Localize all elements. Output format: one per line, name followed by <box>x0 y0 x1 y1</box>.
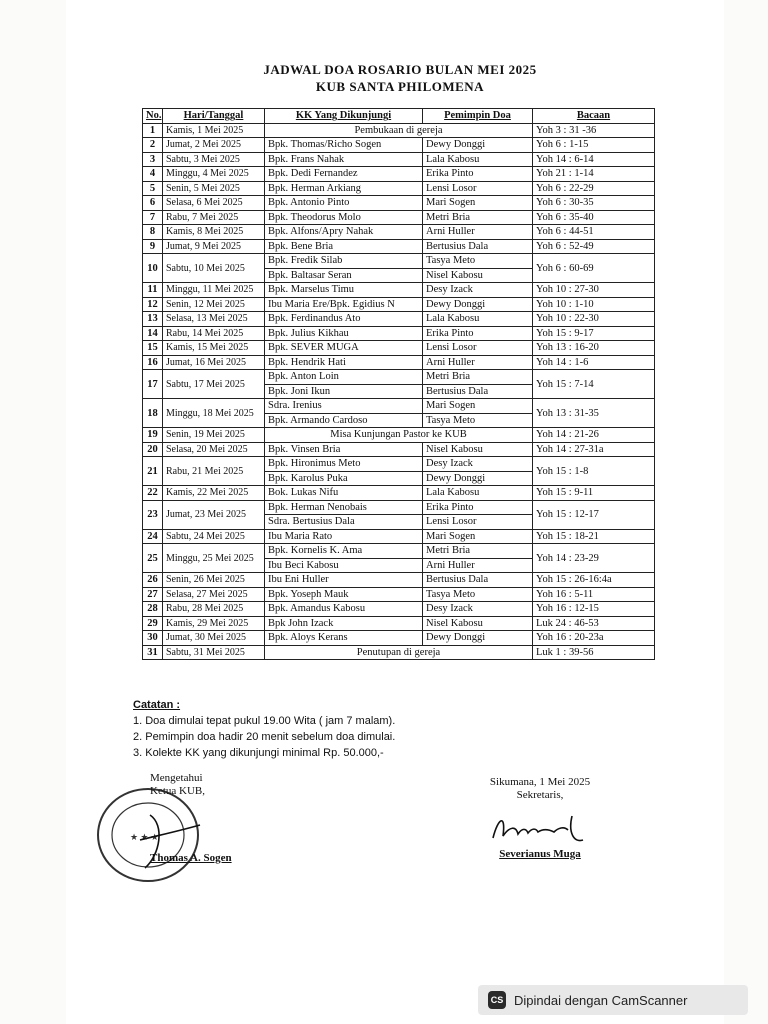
row-date: Sabtu, 3 Mei 2025 <box>163 152 265 167</box>
table-row <box>143 297 655 312</box>
row-date: Rabu, 21 Mei 2025 <box>163 457 265 486</box>
row-family: Bpk. Julius Kikhau <box>265 326 423 341</box>
row-number: 10 <box>143 254 163 283</box>
camscanner-text: Dipindai dengan CamScanner <box>514 992 688 1008</box>
row-date: Sabtu, 17 Mei 2025 <box>163 370 265 399</box>
row-reading: Luk 1 : 39-56 <box>533 645 655 660</box>
notes-heading: Catatan : <box>133 699 181 711</box>
row-date: Rabu, 28 Mei 2025 <box>163 602 265 617</box>
row-family: Bpk. Vinsen Bria <box>265 442 423 457</box>
note-item: 2. Pemimpin doa hadir 20 menit sebelum doa dimulai. <box>133 731 396 743</box>
row-date: Jumat, 30 Mei 2025 <box>163 631 265 646</box>
row-leader: Nisel Kabosu <box>423 268 533 283</box>
table-row <box>143 616 655 631</box>
row-reading: Yoh 14 : 21-26 <box>533 428 655 443</box>
row-date: Kamis, 29 Mei 2025 <box>163 616 265 631</box>
row-date: Sabtu, 31 Mei 2025 <box>163 645 265 660</box>
row-number: 1 <box>143 123 163 138</box>
row-reading: Yoh 15 : 12-17 <box>533 500 655 529</box>
row-reading: Yoh 13 : 16-20 <box>533 341 655 356</box>
row-date: Minggu, 11 Mei 2025 <box>163 283 265 298</box>
row-leader: Bertusius Dala <box>423 239 533 254</box>
table-row <box>143 442 655 457</box>
row-date: Minggu, 18 Mei 2025 <box>163 399 265 428</box>
row-number: 25 <box>143 544 163 573</box>
row-date: Jumat, 2 Mei 2025 <box>163 138 265 153</box>
row-family: Bpk. Karolus Puka <box>265 471 423 486</box>
row-leader: Lala Kabosu <box>423 152 533 167</box>
row-leader: Desy Izack <box>423 602 533 617</box>
row-number: 21 <box>143 457 163 486</box>
row-number: 5 <box>143 181 163 196</box>
table-row <box>143 457 655 472</box>
row-leader: Tasya Meto <box>423 413 533 428</box>
row-number: 11 <box>143 283 163 298</box>
row-leader: Arni Huller <box>423 558 533 573</box>
schedule-body <box>143 123 655 660</box>
table-row <box>143 210 655 225</box>
row-reading: Yoh 15 : 1-8 <box>533 457 655 486</box>
row-reading: Yoh 16 : 12-15 <box>533 602 655 617</box>
sign-left-name: Thomas A. Sogen <box>150 852 232 864</box>
svg-text:★ ★ ★: ★ ★ ★ <box>130 832 159 842</box>
table-row <box>143 123 655 138</box>
row-number: 6 <box>143 196 163 211</box>
row-number: 9 <box>143 239 163 254</box>
header-kk: KK Yang Dikunjungi <box>265 109 423 124</box>
table-row <box>143 239 655 254</box>
table-row <box>143 326 655 341</box>
row-family: Sdra. Bertusius Dala <box>265 515 423 530</box>
row-date: Jumat, 23 Mei 2025 <box>163 500 265 529</box>
row-family: Bpk. Herman Arkiang <box>265 181 423 196</box>
row-family: Bpk. Fredik Silab <box>265 254 423 269</box>
row-leader: Bertusius Dala <box>423 573 533 588</box>
row-number: 26 <box>143 573 163 588</box>
row-reading: Yoh 6 : 52-49 <box>533 239 655 254</box>
row-number: 13 <box>143 312 163 327</box>
table-row <box>143 602 655 617</box>
table-row <box>143 225 655 240</box>
row-leader: Lensi Losor <box>423 181 533 196</box>
table-row <box>143 167 655 182</box>
row-leader: Dewy Donggi <box>423 138 533 153</box>
row-family: Ibu Maria Rato <box>265 529 423 544</box>
table-row <box>143 645 655 660</box>
row-reading: Yoh 21 : 1-14 <box>533 167 655 182</box>
row-family: Bok. Lukas Nifu <box>265 486 423 501</box>
row-reading: Yoh 6 : 30-35 <box>533 196 655 211</box>
row-date: Sabtu, 10 Mei 2025 <box>163 254 265 283</box>
camscanner-watermark <box>478 985 748 1015</box>
row-family: Bpk. Bene Bria <box>265 239 423 254</box>
table-row <box>143 341 655 356</box>
row-leader: Dewy Donggi <box>423 297 533 312</box>
row-date: Jumat, 16 Mei 2025 <box>163 355 265 370</box>
sign-left-line2: Ketua KUB, <box>150 785 205 797</box>
row-family: Bpk. Armando Cardoso <box>265 413 423 428</box>
row-date: Jumat, 9 Mei 2025 <box>163 239 265 254</box>
row-reading: Yoh 15 : 9-11 <box>533 486 655 501</box>
row-number: 29 <box>143 616 163 631</box>
header-leader: Pemimpin Doa <box>423 109 533 124</box>
table-row <box>143 544 655 559</box>
table-row <box>143 138 655 153</box>
row-reading: Yoh 13 : 31-35 <box>533 399 655 428</box>
row-family: Bpk. Herman Nenobais <box>265 500 423 515</box>
row-leader: Tasya Meto <box>423 587 533 602</box>
row-number: 24 <box>143 529 163 544</box>
row-leader: Erika Pinto <box>423 167 533 182</box>
note-item: 1. Doa dimulai tepat pukul 19.00 Wita ( jam 7 malam). <box>133 715 396 727</box>
sign-right-name: Severianus Muga <box>499 848 581 860</box>
notes-section <box>133 697 553 761</box>
row-family: Bpk. Frans Nahak <box>265 152 423 167</box>
camscanner-logo-icon: CS <box>488 991 506 1009</box>
row-date: Selasa, 6 Mei 2025 <box>163 196 265 211</box>
row-number: 31 <box>143 645 163 660</box>
row-number: 27 <box>143 587 163 602</box>
row-number: 23 <box>143 500 163 529</box>
row-reading: Yoh 15 : 18-21 <box>533 529 655 544</box>
row-number: 20 <box>143 442 163 457</box>
row-reading: Yoh 14 : 6-14 <box>533 152 655 167</box>
row-reading: Yoh 14 : 27-31a <box>533 442 655 457</box>
row-leader: Lensi Losor <box>423 341 533 356</box>
row-date: Kamis, 8 Mei 2025 <box>163 225 265 240</box>
row-reading: Yoh 15 : 26-16:4a <box>533 573 655 588</box>
sign-right-line2: Sekretaris, <box>516 789 564 801</box>
schedule-table <box>142 108 655 660</box>
table-row <box>143 500 655 515</box>
row-leader: Desy Izack <box>423 283 533 298</box>
row-number: 16 <box>143 355 163 370</box>
row-reading: Yoh 14 : 1-6 <box>533 355 655 370</box>
row-event: Misa Kunjungan Pastor ke KUB <box>265 428 533 443</box>
row-reading: Yoh 16 : 20-23a <box>533 631 655 646</box>
row-reading: Yoh 14 : 23-29 <box>533 544 655 573</box>
row-number: 2 <box>143 138 163 153</box>
row-family: Bpk. Joni Ikun <box>265 384 423 399</box>
row-reading: Yoh 6 : 35-40 <box>533 210 655 225</box>
row-date: Senin, 12 Mei 2025 <box>163 297 265 312</box>
header-no: No. <box>143 109 163 124</box>
row-leader: Dewy Donggi <box>423 631 533 646</box>
row-date: Selasa, 27 Mei 2025 <box>163 587 265 602</box>
row-reading: Yoh 6 : 22-29 <box>533 181 655 196</box>
row-number: 14 <box>143 326 163 341</box>
table-row <box>143 355 655 370</box>
table-header-row <box>143 109 655 124</box>
document-subtitle: KUB SANTA PHILOMENA <box>315 79 485 94</box>
row-reading: Yoh 6 : 1-15 <box>533 138 655 153</box>
row-number: 17 <box>143 370 163 399</box>
row-family: Bpk. Dedi Fernandez <box>265 167 423 182</box>
row-family: Bpk. Theodorus Molo <box>265 210 423 225</box>
table-row <box>143 587 655 602</box>
row-date: Selasa, 20 Mei 2025 <box>163 442 265 457</box>
row-family: Bpk. Aloys Kerans <box>265 631 423 646</box>
row-number: 28 <box>143 602 163 617</box>
row-leader: Arni Huller <box>423 355 533 370</box>
handwritten-signature-icon <box>488 808 598 853</box>
sign-left-line1: Mengetahui <box>150 772 203 784</box>
row-reading: Yoh 10 : 22-30 <box>533 312 655 327</box>
table-row <box>143 196 655 211</box>
table-row <box>143 428 655 443</box>
row-reading: Yoh 16 : 5-11 <box>533 587 655 602</box>
row-leader: Erika Pinto <box>423 500 533 515</box>
row-reading: Yoh 10 : 27-30 <box>533 283 655 298</box>
row-date: Rabu, 14 Mei 2025 <box>163 326 265 341</box>
row-family: Bpk. Hendrik Hati <box>265 355 423 370</box>
row-leader: Erika Pinto <box>423 326 533 341</box>
row-reading: Yoh 6 : 60-69 <box>533 254 655 283</box>
row-reading: Luk 24 : 46-53 <box>533 616 655 631</box>
row-date: Minggu, 25 Mei 2025 <box>163 544 265 573</box>
document-title: JADWAL DOA ROSARIO BULAN MEI 2025 <box>263 62 537 77</box>
row-leader: Tasya Meto <box>423 254 533 269</box>
row-leader: Lala Kabosu <box>423 312 533 327</box>
row-number: 15 <box>143 341 163 356</box>
row-event: Pembukaan di gereja <box>265 123 533 138</box>
row-event: Penutupan di gereja <box>265 645 533 660</box>
sign-right-line1: Sikumana, 1 Mei 2025 <box>489 776 591 788</box>
row-leader: Nisel Kabosu <box>423 616 533 631</box>
row-leader: Nisel Kabosu <box>423 442 533 457</box>
table-row <box>143 283 655 298</box>
row-number: 12 <box>143 297 163 312</box>
row-date: Sabtu, 24 Mei 2025 <box>163 529 265 544</box>
row-leader: Metri Bria <box>423 210 533 225</box>
row-family: Bpk. Kornelis K. Ama <box>265 544 423 559</box>
row-leader: Metri Bria <box>423 544 533 559</box>
table-row <box>143 152 655 167</box>
table-row <box>143 181 655 196</box>
row-reading: Yoh 10 : 1-10 <box>533 297 655 312</box>
row-family: Bpk. Antonio Pinto <box>265 196 423 211</box>
table-row <box>143 254 655 269</box>
row-family: Bpk. Yoseph Mauk <box>265 587 423 602</box>
row-family: Ibu Maria Ere/Bpk. Egidius N <box>265 297 423 312</box>
table-row <box>143 399 655 414</box>
row-leader: Mari Sogen <box>423 529 533 544</box>
row-family: Bpk. Anton Loin <box>265 370 423 385</box>
row-leader: Arni Huller <box>423 225 533 240</box>
row-leader: Mari Sogen <box>423 399 533 414</box>
table-row <box>143 529 655 544</box>
row-date: Kamis, 1 Mei 2025 <box>163 123 265 138</box>
row-date: Kamis, 15 Mei 2025 <box>163 341 265 356</box>
row-family: Bpk. Amandus Kabosu <box>265 602 423 617</box>
row-leader: Mari Sogen <box>423 196 533 211</box>
table-row <box>143 631 655 646</box>
header-date: Hari/Tanggal <box>163 109 265 124</box>
row-number: 30 <box>143 631 163 646</box>
row-family: Bpk. Hironimus Meto <box>265 457 423 472</box>
row-number: 19 <box>143 428 163 443</box>
row-family: Bpk. Thomas/Richo Sogen <box>265 138 423 153</box>
row-leader: Desy Izack <box>423 457 533 472</box>
row-leader: Dewy Donggi <box>423 471 533 486</box>
table-row <box>143 573 655 588</box>
row-date: Kamis, 22 Mei 2025 <box>163 486 265 501</box>
row-family: Bpk. Marselus Timu <box>265 283 423 298</box>
row-family: Ibu Beci Kabosu <box>265 558 423 573</box>
signature-block-left <box>150 772 300 865</box>
note-item: 3. Kolekte KK yang dikunjungi minimal Rp. 50.000,- <box>133 747 384 759</box>
row-date: Senin, 26 Mei 2025 <box>163 573 265 588</box>
row-family: Ibu Eni Huller <box>265 573 423 588</box>
row-number: 3 <box>143 152 163 167</box>
row-number: 4 <box>143 167 163 182</box>
row-family: Bpk. SEVER MUGA <box>265 341 423 356</box>
row-date: Minggu, 4 Mei 2025 <box>163 167 265 182</box>
row-reading: Yoh 3 : 31 -36 <box>533 123 655 138</box>
row-number: 22 <box>143 486 163 501</box>
row-date: Senin, 5 Mei 2025 <box>163 181 265 196</box>
row-reading: Yoh 6 : 44-51 <box>533 225 655 240</box>
table-row <box>143 312 655 327</box>
row-leader: Lensi Losor <box>423 515 533 530</box>
row-number: 7 <box>143 210 163 225</box>
row-family: Bpk. Alfons/Apry Nahak <box>265 225 423 240</box>
row-date: Rabu, 7 Mei 2025 <box>163 210 265 225</box>
row-reading: Yoh 15 : 9-17 <box>533 326 655 341</box>
row-number: 18 <box>143 399 163 428</box>
row-number: 8 <box>143 225 163 240</box>
table-row <box>143 370 655 385</box>
row-family: Sdra. Irenius <box>265 399 423 414</box>
row-family: Bpk. Ferdinandus Ato <box>265 312 423 327</box>
table-row <box>143 486 655 501</box>
row-date: Selasa, 13 Mei 2025 <box>163 312 265 327</box>
row-leader: Metri Bria <box>423 370 533 385</box>
row-family: Bpk. Baltasar Seran <box>265 268 423 283</box>
row-family: Bpk John Izack <box>265 616 423 631</box>
row-leader: Bertusius Dala <box>423 384 533 399</box>
row-reading: Yoh 15 : 7-14 <box>533 370 655 399</box>
row-leader: Lala Kabosu <box>423 486 533 501</box>
header-reading: Bacaan <box>533 109 655 124</box>
row-date: Senin, 19 Mei 2025 <box>163 428 265 443</box>
